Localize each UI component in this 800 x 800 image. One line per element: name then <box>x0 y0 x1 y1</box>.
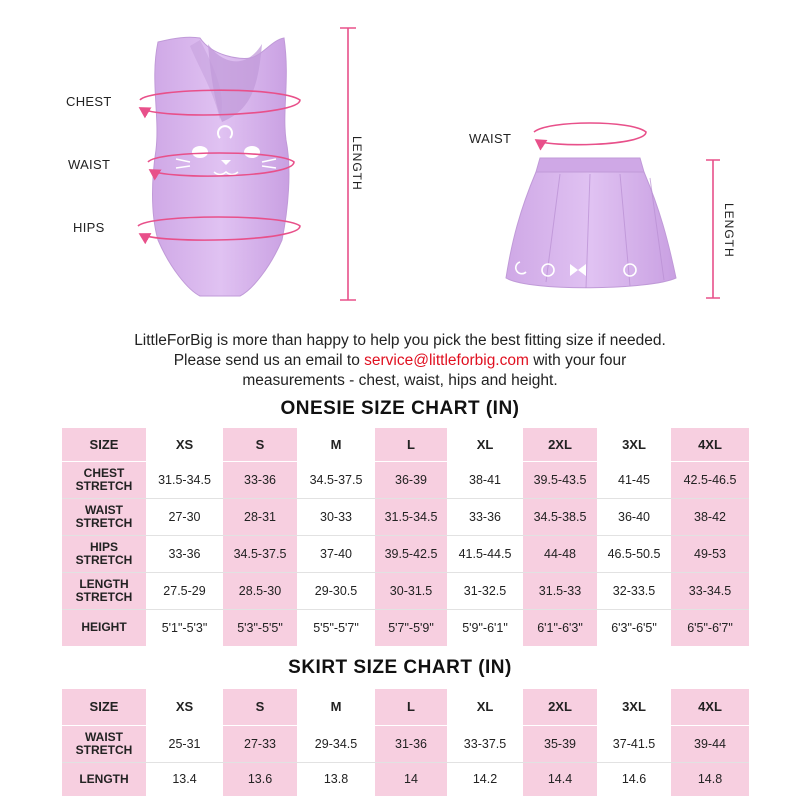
size-value-cell: 5'1"-5'3" <box>161 620 208 635</box>
garment-illustration <box>0 0 800 320</box>
onesie-size-3xl: 3XL <box>597 428 671 461</box>
size-value-cell: 37-40 <box>297 535 375 572</box>
skirt-size-2xl: 2XL <box>523 689 597 725</box>
onesie-row-hips <box>62 535 749 572</box>
size-value-cell: 33-36 <box>146 535 223 572</box>
size-value-cell: 42.5-46.5 <box>671 461 749 498</box>
skirt-size-table <box>62 689 749 796</box>
onesie-size-xs: XS <box>146 428 223 461</box>
size-value-cell: 5'7"-5'9" <box>375 609 447 646</box>
size-value-cell: 30-31.5 <box>375 572 447 609</box>
row-label-line-1: WAIST <box>85 502 123 517</box>
size-value-cell: 39.5-42.5 <box>375 535 447 572</box>
skirt-image <box>506 158 676 288</box>
onesie-row-waist <box>62 498 749 535</box>
skirt-size-3xl: 3XL <box>597 689 671 725</box>
size-value-cell: 13.8 <box>323 772 349 787</box>
size-value-cell: 31-32.5 <box>447 572 523 609</box>
size-value-cell: 13.4 <box>172 772 197 787</box>
row-label <box>62 725 146 762</box>
row-label-line-2: STRETCH <box>75 742 133 757</box>
intro-line-1: LittleForBig is more than happy to help you pick the best fitting size if needed. <box>134 332 666 349</box>
onesie-image <box>153 37 289 296</box>
waist-label: WAIST <box>68 157 111 172</box>
size-value-cell: 38-41 <box>447 461 523 498</box>
intro-text <box>80 331 720 391</box>
size-value-cell: 35-39 <box>523 725 597 762</box>
size-value-cell: 31.5-34.5 <box>146 461 223 498</box>
size-value-cell: 37-41.5 <box>597 725 671 762</box>
row-label-line-1: HEIGHT <box>81 620 127 635</box>
onesie-length-label: LENGTH <box>350 136 364 191</box>
size-value-cell: 14.4 <box>523 762 597 796</box>
size-value-cell: 31.5-33 <box>523 572 597 609</box>
size-value-cell: 27-33 <box>223 725 297 762</box>
size-value-cell: 29-34.5 <box>297 725 375 762</box>
row-label-line-1: LENGTH <box>79 771 129 786</box>
onesie-size-xl: XL <box>447 428 523 461</box>
size-value-cell: 39.5-43.5 <box>523 461 597 498</box>
onesie-row-length <box>62 572 749 609</box>
size-value-cell: 32-33.5 <box>597 572 671 609</box>
onesie-size-header: SIZE <box>62 428 146 461</box>
skirt-header-row <box>62 689 749 725</box>
size-value-cell: 13.6 <box>223 762 297 796</box>
size-value-cell: 38-42 <box>671 498 749 535</box>
size-value-cell: 29-30.5 <box>297 572 375 609</box>
size-value-cell: 27-30 <box>146 498 223 535</box>
row-label-line-2: STRETCH <box>75 515 133 530</box>
support-email-link[interactable]: service@littleforbig.com <box>364 352 529 369</box>
size-value-cell: 33-37.5 <box>447 725 523 762</box>
garment-diagram <box>0 0 800 320</box>
size-value-cell: 34.5-38.5 <box>523 498 597 535</box>
size-value-cell: 36-39 <box>375 461 447 498</box>
row-label <box>62 461 146 498</box>
row-label <box>62 572 146 609</box>
hips-label: HIPS <box>73 220 105 235</box>
skirt-size-l: L <box>375 689 447 725</box>
size-value-cell: 14 <box>375 762 447 796</box>
row-label <box>62 609 146 646</box>
size-value-cell: 6'5"-6'7" <box>671 609 749 646</box>
skirt-waist-label: WAIST <box>469 131 512 146</box>
chest-label: CHEST <box>66 94 112 109</box>
intro-line-2-after: with your four <box>528 352 627 369</box>
skirt-row-length <box>62 762 749 796</box>
size-value-cell: 28-31 <box>223 498 297 535</box>
size-value-cell: 30-33 <box>297 498 375 535</box>
onesie-header-row <box>62 428 749 461</box>
row-label <box>62 762 146 796</box>
size-value-cell: 31.5-34.5 <box>375 498 447 535</box>
size-value-cell: 28.5-30 <box>223 572 297 609</box>
size-value-cell: 25-31 <box>146 725 223 762</box>
onesie-size-l: L <box>375 428 447 461</box>
size-value-cell: 5'5"-5'7" <box>313 620 359 635</box>
size-value-cell: 34.5-37.5 <box>297 461 375 498</box>
size-value-cell: 6'1"-6'3" <box>523 609 597 646</box>
onesie-chart-title: ONESIE SIZE CHART (IN) <box>280 398 520 419</box>
onesie-size-4xl: 4XL <box>671 428 749 461</box>
row-label-line-1: WAIST <box>85 729 123 744</box>
intro-line-2-before: Please send us an email to <box>173 352 365 369</box>
skirt-size-xl: XL <box>447 689 523 725</box>
size-value-cell: 49-53 <box>671 535 749 572</box>
skirt-chart-title: SKIRT SIZE CHART (IN) <box>288 657 512 678</box>
size-value-cell: 6'3"-6'5" <box>611 620 657 635</box>
intro-line-3: measurements - chest, waist, hips and height. <box>242 372 558 389</box>
size-value-cell: 36-40 <box>597 498 671 535</box>
skirt-size-4xl: 4XL <box>671 689 749 725</box>
onesie-row-height <box>62 609 749 646</box>
size-value-cell: 41-45 <box>597 461 671 498</box>
size-value-cell: 33-34.5 <box>671 572 749 609</box>
size-value-cell: 5'9"-6'1" <box>462 620 508 635</box>
size-value-cell: 31-36 <box>375 725 447 762</box>
onesie-row-chest <box>62 461 749 498</box>
row-label-line-2: STRETCH <box>75 478 133 493</box>
size-value-cell: 14.8 <box>671 762 749 796</box>
intro-line-2 <box>80 351 720 371</box>
size-value-cell: 27.5-29 <box>146 572 223 609</box>
onesie-size-m: M <box>297 428 375 461</box>
skirt-size-m: M <box>297 689 375 725</box>
size-value-cell: 5'3"-5'5" <box>223 609 297 646</box>
skirt-size-xs: XS <box>146 689 223 725</box>
skirt-row-waist <box>62 725 749 762</box>
row-label-line-2: STRETCH <box>75 552 133 567</box>
size-value-cell: 34.5-37.5 <box>223 535 297 572</box>
onesie-size-2xl: 2XL <box>523 428 597 461</box>
size-value-cell: 33-36 <box>447 498 523 535</box>
size-value-cell: 44-48 <box>523 535 597 572</box>
skirt-size-header: SIZE <box>62 689 146 725</box>
size-value-cell: 46.5-50.5 <box>597 535 671 572</box>
row-label <box>62 535 146 572</box>
size-value-cell: 41.5-44.5 <box>447 535 523 572</box>
row-label-line-1: LENGTH <box>79 576 129 591</box>
onesie-size-table <box>62 428 749 646</box>
size-value-cell: 33-36 <box>223 461 297 498</box>
skirt-size-s: S <box>223 689 297 725</box>
skirt-length-label: LENGTH <box>722 203 736 258</box>
onesie-size-s: S <box>223 428 297 461</box>
row-label-line-2: STRETCH <box>75 589 133 604</box>
row-label-line-1: CHEST <box>83 465 125 480</box>
size-value-cell: 14.2 <box>472 772 498 787</box>
row-label <box>62 498 146 535</box>
size-value-cell: 14.6 <box>621 772 647 787</box>
size-value-cell: 39-44 <box>671 725 749 762</box>
row-label-line-1: HIPS <box>89 539 118 554</box>
